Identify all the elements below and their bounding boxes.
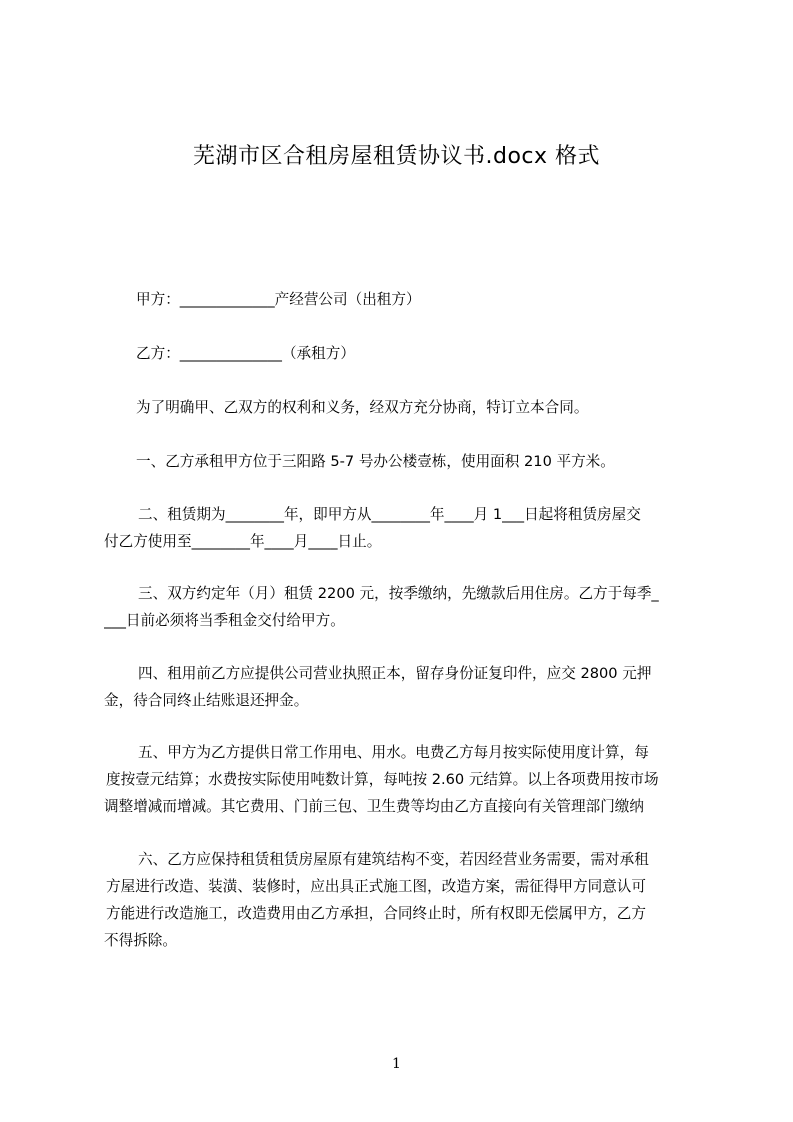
- clause-6-line: 方能进行改造施工，改造费用由乙方承担，合同终止时，所有权即无偿属甲方，乙方: [106, 905, 646, 922]
- clause-3-line: 三、双方约定年（月）租赁 2200 元，按季缴纳，先缴款后用住房。乙方于每季_: [138, 585, 659, 602]
- clause-2-line: 付乙方使用至________年____月____日止。: [104, 533, 382, 550]
- clause-3-line: ___日前必须将当季租金交付给甲方。: [104, 612, 345, 629]
- clause-5-line: 调整增减而增减。其它费用、门前三包、卫生费等均由乙方直接向有关管理部门缴纳: [104, 798, 644, 815]
- party-a-line: 甲方：_____________产经营公司（出租方）: [136, 291, 421, 308]
- party-b-line: 乙方：______________（承租方）: [136, 345, 355, 362]
- clause-6-line: 方屋进行改造、装潢、装修时，应出具正式施工图，改造方案，需征得甲方同意认可: [106, 878, 646, 895]
- clause-5-line: 五、甲方为乙方提供日常工作用电、用水。电费乙方每月按实际使用度计算，每: [138, 744, 649, 761]
- clause-5-line: 度按壹元结算；水费按实际使用吨数计算，每吨按 2.60 元结算。以上各项费用按市场: [106, 771, 659, 788]
- page-number: 1: [392, 1056, 401, 1072]
- clause-4-line: 四、租用前乙方应提供公司营业执照正本，留存身份证复印件，应交 2800 元押: [138, 665, 652, 682]
- document-title: 芜湖市区合租房屋租赁协议书.docx 格式: [192, 144, 601, 169]
- clause-6-line: 六、乙方应保持租赁租赁房屋原有建筑结构不变，若因经营业务需要，需对承租: [138, 851, 649, 868]
- clause-4-line: 金，待合同终止结账退还押金。: [104, 692, 309, 709]
- preamble-line: 为了明确甲、乙双方的权利和义务，经双方充分协商，特订立本合同。: [136, 399, 589, 416]
- clause-1-line: 一、乙方承租甲方位于三阳路 5-7 号办公楼壹栋，使用面积 210 平方米。: [136, 453, 615, 470]
- clause-6-line: 不得拆除。: [104, 932, 177, 949]
- clause-2-line: 二、租赁期为________年，即甲方从________年____月 1___日起将租赁房屋交: [138, 506, 641, 523]
